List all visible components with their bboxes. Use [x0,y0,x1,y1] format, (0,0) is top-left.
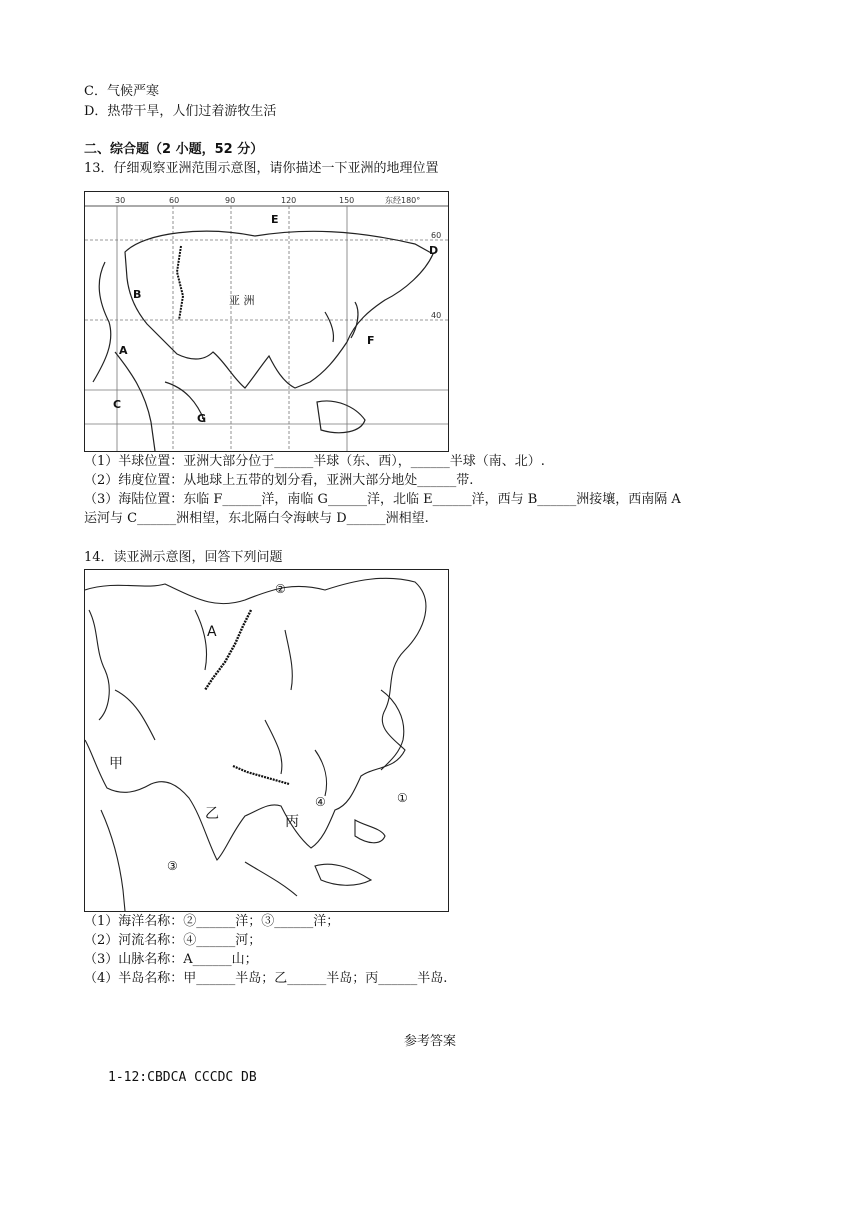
asia-range-map [84,191,449,452]
label-asia: 亚 洲 [229,294,255,307]
answer-title: 参考答案 [403,1034,456,1049]
lon-tick-90: 90 [225,196,236,205]
q13-line-1: （1）半球位置：亚洲大部分位于______半球（东、西），______半球（南、北）. [84,454,545,469]
lon-tick-180: 东经180° [385,196,421,205]
option-c: C．气候严寒 [84,84,159,99]
asia-range-map-drawing [85,192,448,451]
lon-tick-30: 30 [115,196,126,205]
label-B: B [133,288,142,301]
q13-line-2: （2）纬度位置：从地球上五带的划分看，亚洲大部分地处______带. [84,473,474,488]
q14-stem: 14．读亚洲示意图，回答下列问题 [84,550,283,565]
label-E: E [271,213,279,226]
section-heading: 二、综合题（2 小题，52 分） [84,142,264,157]
label-river-4: ④ [315,795,326,809]
lon-tick-150: 150 [339,196,355,205]
q14-line-1: （1）海洋名称：②______洋；③______洋； [84,914,340,929]
q14-line-3: （3）山脉名称：A______山； [84,952,258,967]
label-ocean-2: ② [275,582,286,596]
asia-sketch-map [84,569,449,912]
q13-line-4: 运河与 C______洲相望，东北隔白令海峡与 D______洲相望. [84,511,429,526]
lon-tick-120: 120 [281,196,297,205]
answer-text: 1-12:CBDCA CCCDC DB [108,1070,257,1085]
label-A-range: A [207,624,217,640]
label-jia: 甲 [109,756,123,772]
lat-tick-60: 60 [431,231,442,240]
lat-tick-40: 40 [431,311,442,320]
q14-line-2: （2）河流名称：④______河； [84,933,262,948]
q14-line-4: （4）半岛名称：甲______半岛；乙______半岛；丙______半岛. [84,971,448,986]
label-ocean-3: ③ [167,859,178,873]
lon-tick-60: 60 [169,196,180,205]
label-ocean-1: ① [397,791,408,805]
label-G: G [197,412,207,425]
label-D: D [429,244,439,257]
label-C: C [113,398,122,411]
label-F: F [367,334,375,347]
option-d: D．热带干旱，人们过着游牧生活 [84,104,277,119]
label-yi: 乙 [205,806,219,822]
q13-stem: 13．仔细观察亚洲范围示意图，请你描述一下亚洲的地理位置 [84,161,439,176]
q13-line-3: （3）海陆位置：东临 F______洋，南临 G______洋，北临 E______洋，西与 B______洲接壤，西南隔 A [84,492,681,507]
label-A: A [119,344,128,357]
label-bing: 丙 [285,814,299,830]
asia-sketch-map-drawing [85,570,448,911]
